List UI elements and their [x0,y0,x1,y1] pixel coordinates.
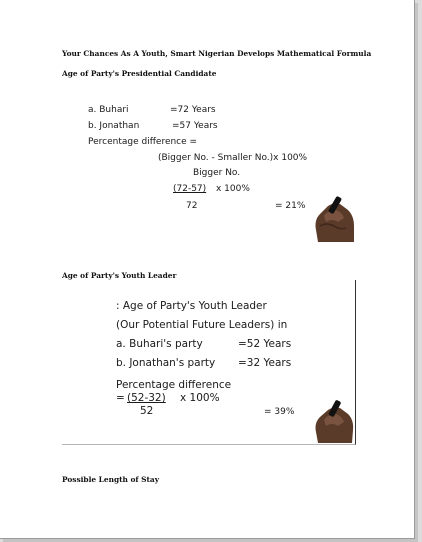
youth-leader-title: : Age of Party's Youth Leader [116,300,267,312]
youth-calc-numerator: (52-32) [127,392,166,404]
formula-numerator: (Bigger No. - Smaller No.)x 100% [158,153,308,163]
hand-with-marker-image-2 [310,398,354,443]
calc-denominator: 72 [186,201,198,211]
calc-multiplier: x 100% [216,184,250,194]
youth-calc-result: = 39% [264,407,295,417]
youth-leader-subtitle: (Our Potential Future Leaders) in [116,319,288,331]
percentage-difference-label: Percentage difference = [88,137,198,147]
formula-denominator: Bigger No. [193,168,241,178]
section-heading-youth-leader: Age of Party's Youth Leader [62,271,177,280]
buhari-label: a. Buhari [88,105,129,115]
section-heading-length-of-stay: Possible Length of Stay [62,475,159,484]
buhari-age: =72 Years [170,105,216,115]
youth-percentage-difference-label: Percentage difference [116,379,232,391]
article-title: Your Chances As A Youth, Smart Nigerian Develops Mathematical Formula [62,49,372,58]
youth-calc-equals: = [116,392,125,404]
hand-with-marker-image [306,192,356,242]
buhari-party-age: =52 Years [238,338,292,350]
jonathan-party-age: =32 Years [238,357,292,369]
jonathan-label: b. Jonathan [88,121,140,131]
youth-calc-denominator: 52 [140,405,154,417]
section-heading-presidential-candidate: Age of Party's Presidential Candidate [62,69,217,78]
jonathan-party-label: b. Jonathan's party [116,357,216,369]
youth-calc-multiplier: x 100% [180,392,220,404]
calc-numerator: (72-57) [173,184,207,194]
buhari-party-label: a. Buhari's party [116,338,203,350]
jonathan-age: =57 Years [172,121,218,131]
calc-result: = 21% [275,201,306,211]
